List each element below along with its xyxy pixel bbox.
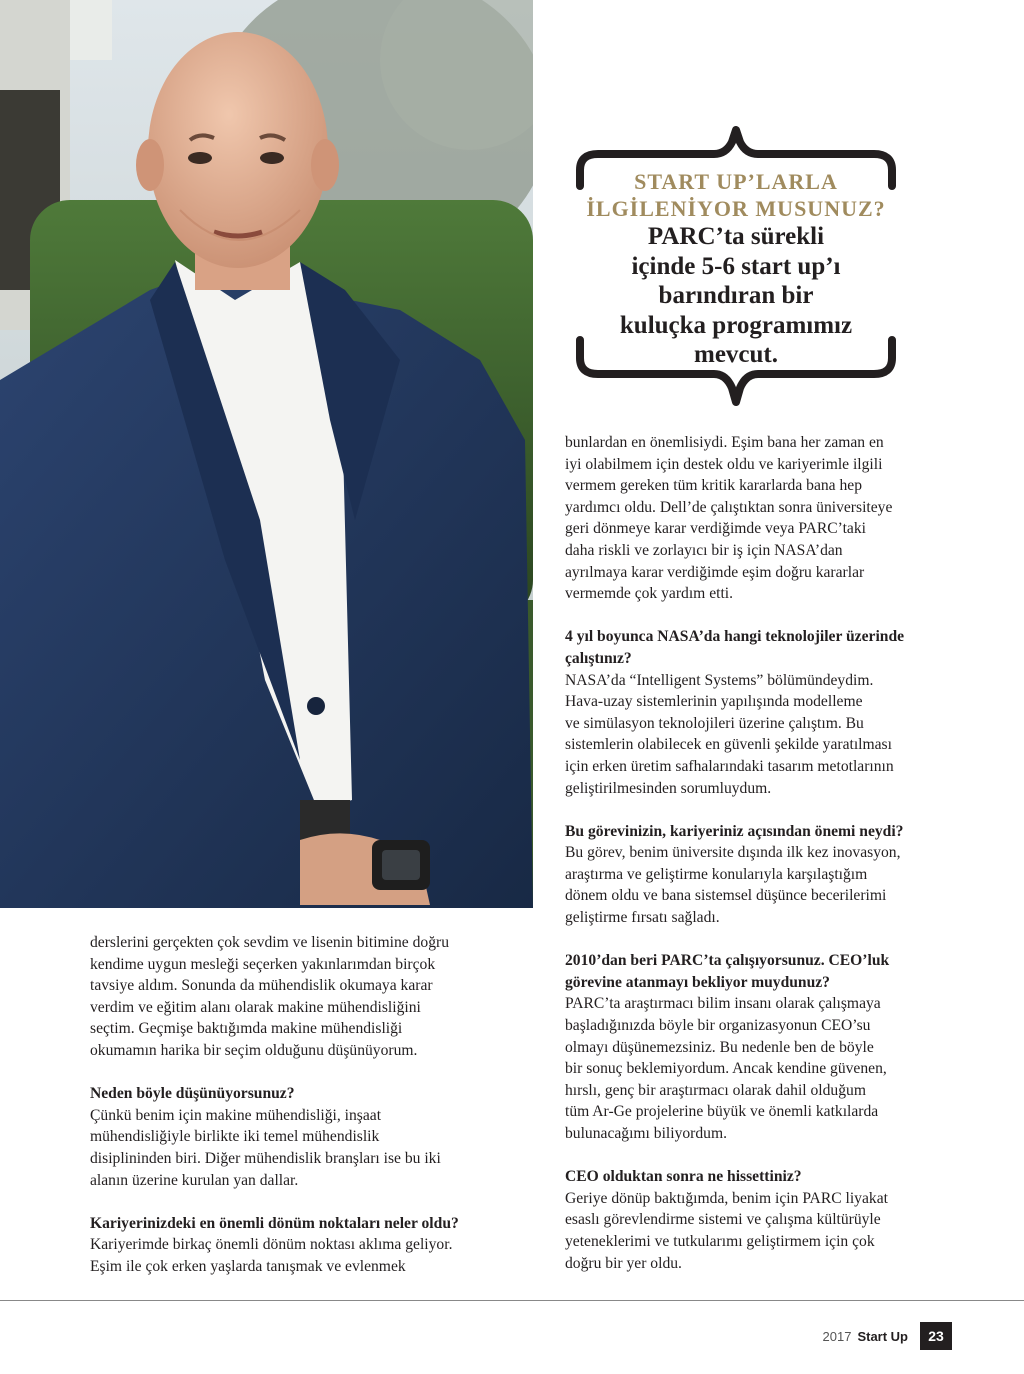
- question-nasa-tech: [565, 626, 945, 669]
- answer-turning-points: [90, 1234, 500, 1277]
- text-line: doğru bir yer oldu.: [565, 1254, 682, 1272]
- answer-why-think-so: [90, 1105, 500, 1191]
- text-line: için erken üretim safhalarındaki tasarım metotlarının: [565, 757, 894, 775]
- text-line: seçtim. Geçmişe baktığımda makine mühendisliği: [90, 1020, 403, 1038]
- footer-magazine-name: Start Up: [857, 1328, 908, 1344]
- text-line: verdim ve eğitim alanı olarak makine mühendisliğini: [90, 998, 421, 1016]
- answer-role-importance: [565, 842, 945, 928]
- question-line: Neden böyle düşünüyorsunuz?: [90, 1085, 295, 1103]
- question-line: CEO olduktan sonra ne hissettiniz?: [565, 1168, 802, 1186]
- footer-year: 2017: [822, 1328, 852, 1344]
- text-line: ayrılmaya karar verdiğimde eşim doğru kararlar: [565, 563, 865, 581]
- text-line: başladığınızda böyle bir organizasyonun CEO’su: [565, 1017, 871, 1035]
- text-line: iyi olabilmem için destek oldu ve kariyerimle ilgili: [565, 455, 883, 473]
- page-number: 23: [920, 1322, 952, 1350]
- text-line: geliştirme fırsatı sağladı.: [565, 909, 720, 927]
- pull-quote-line: mevcut.: [694, 341, 778, 368]
- text-line: bulunacağımı biliyordum.: [565, 1125, 727, 1142]
- text-line: vermemde çok yardım etti.: [565, 585, 734, 603]
- pull-quote-line: kuluçka programımız: [619, 311, 853, 339]
- question-line: Bu görevinizin, kariyeriniz açısından önemi neydi?: [565, 822, 904, 840]
- left-column: [90, 932, 500, 1278]
- text-line: Kariyerimde birkaç önemli dönüm noktası aklıma geliyor.: [90, 1236, 453, 1254]
- question-line: 2010’dan beri PARC’ta çalışıyorsunuz. CEO’luk: [565, 952, 890, 970]
- pull-quote: [576, 126, 896, 408]
- text-line: derslerini gerçekten çok sevdim ve lisenin bitimine doğru: [90, 934, 449, 951]
- text-line: NASA’da “Intelligent Systems” bölümündeydim.: [565, 671, 874, 689]
- question-turning-points: [90, 1213, 500, 1235]
- right-column: [565, 432, 945, 1274]
- question-line: 4 yıl boyunca NASA’da hangi teknolojiler üzerinde: [565, 628, 905, 646]
- answer-ceo-expectation: [565, 993, 945, 1144]
- text-line: tavsiye aldım. Sonunda da mühendislik okumaya karar: [90, 977, 433, 995]
- page-footer: [823, 1322, 952, 1350]
- answer-nasa-tech: [565, 670, 945, 800]
- text-line: tüm Ar-Ge projelerine büyük ve önemli katkılarda: [565, 1103, 879, 1121]
- text-line: Eşim ile çok erken yaşlarda tanışmak ve evlenmek: [90, 1257, 406, 1275]
- text-line: yardımcı oldu. Dell’de çalıştıktan sonra üniversiteye: [565, 498, 893, 516]
- text-line: geri dönmeye karar verdiğimde veya PARC’taki: [565, 520, 866, 538]
- text-line: alanın üzerine kurulan yan dallar.: [90, 1171, 299, 1189]
- text-line: hırslı, genç bir araştırmacı olarak dahil olduğum: [565, 1081, 866, 1099]
- pull-quote-kicker-line1: START UP’LARLA: [634, 169, 838, 194]
- pull-quote-text: [586, 222, 886, 370]
- question-line: çalıştınız?: [565, 649, 632, 667]
- answer-after-ceo: [565, 1188, 945, 1274]
- pull-quote-line: barındıran bir: [658, 282, 814, 309]
- text-line: mühendisliğiyle birlikte iki temel mühendislik: [90, 1128, 380, 1146]
- text-line: bir sonuç beklemiyordum. Ancak kendine güvenen,: [565, 1060, 887, 1078]
- question-ceo-expectation: [565, 950, 945, 993]
- text-line: yeteneklerimi ve tutkularımı geliştirmem için çok: [565, 1232, 875, 1250]
- text-line: vermem gereken tüm kritik kararlarda bana hep: [565, 477, 863, 495]
- text-line: disiplininden biri. Diğer mühendislik branşları ise bu iki: [90, 1149, 441, 1167]
- pull-quote-line: içinde 5-6 start up’ı: [631, 252, 841, 280]
- text-line: bunlardan en önemlisiydi. Eşim bana her zaman en: [565, 434, 884, 451]
- question-role-importance: [565, 821, 945, 843]
- left-intro-paragraph: [90, 932, 500, 1062]
- text-line: araştırma ve geliştirme konularıyla karşılaştığım: [565, 865, 868, 883]
- text-line: kendime uygun mesleği seçerken yakınlarımdan birçok: [90, 955, 436, 973]
- text-line: olmayı düşünemezsiniz. Bu nedenle ben de böyle: [565, 1038, 874, 1056]
- question-line: Kariyerinizdeki en önemli dönüm noktaları neler oldu?: [90, 1214, 459, 1232]
- pull-quote-kicker-line2: İLGİLENİYOR MUSUNUZ?: [586, 196, 886, 221]
- text-line: daha riskli ve zorlayıcı bir iş için NASA’dan: [565, 541, 843, 559]
- question-line: görevine atanmayı bekliyor muydunuz?: [565, 973, 830, 991]
- text-line: geliştirilmesinden sorumluydum.: [565, 779, 772, 797]
- right-intro-paragraph: [565, 432, 945, 605]
- text-line: PARC’ta araştırmacı bilim insanı olarak çalışmaya: [565, 995, 881, 1013]
- footer-divider: [0, 1300, 1024, 1301]
- text-line: esaslı görevlendirme sistemi ve çalışma kültürüyle: [565, 1211, 881, 1229]
- portrait-photo: [0, 0, 533, 908]
- question-why-think-so: [90, 1083, 500, 1105]
- text-line: ve simülasyon teknolojileri üzerine çalıştım. Bu: [565, 714, 864, 732]
- text-line: Bu görev, benim üniversite dışında ilk kez inovasyon,: [565, 844, 901, 862]
- text-line: Geriye dönüp baktığımda, benim için PARC liyakat: [565, 1189, 888, 1207]
- text-line: dönem oldu ve bana sistemsel düşünce becerilerimi: [565, 887, 887, 905]
- question-after-ceo: [565, 1166, 945, 1188]
- text-line: sistemlerin olabilecek en güvenli şekilde yaratılması: [565, 736, 892, 754]
- text-line: Çünkü benim için makine mühendisliği, inşaat: [90, 1106, 382, 1124]
- portrait-illustration: [0, 0, 533, 908]
- pull-quote-line: PARC’ta sürekli: [647, 223, 825, 250]
- text-line: Hava-uzay sistemlerinin yapılışında modelleme: [565, 693, 863, 711]
- text-line: okumamın harika bir seçim olduğunu düşünüyorum.: [90, 1041, 418, 1059]
